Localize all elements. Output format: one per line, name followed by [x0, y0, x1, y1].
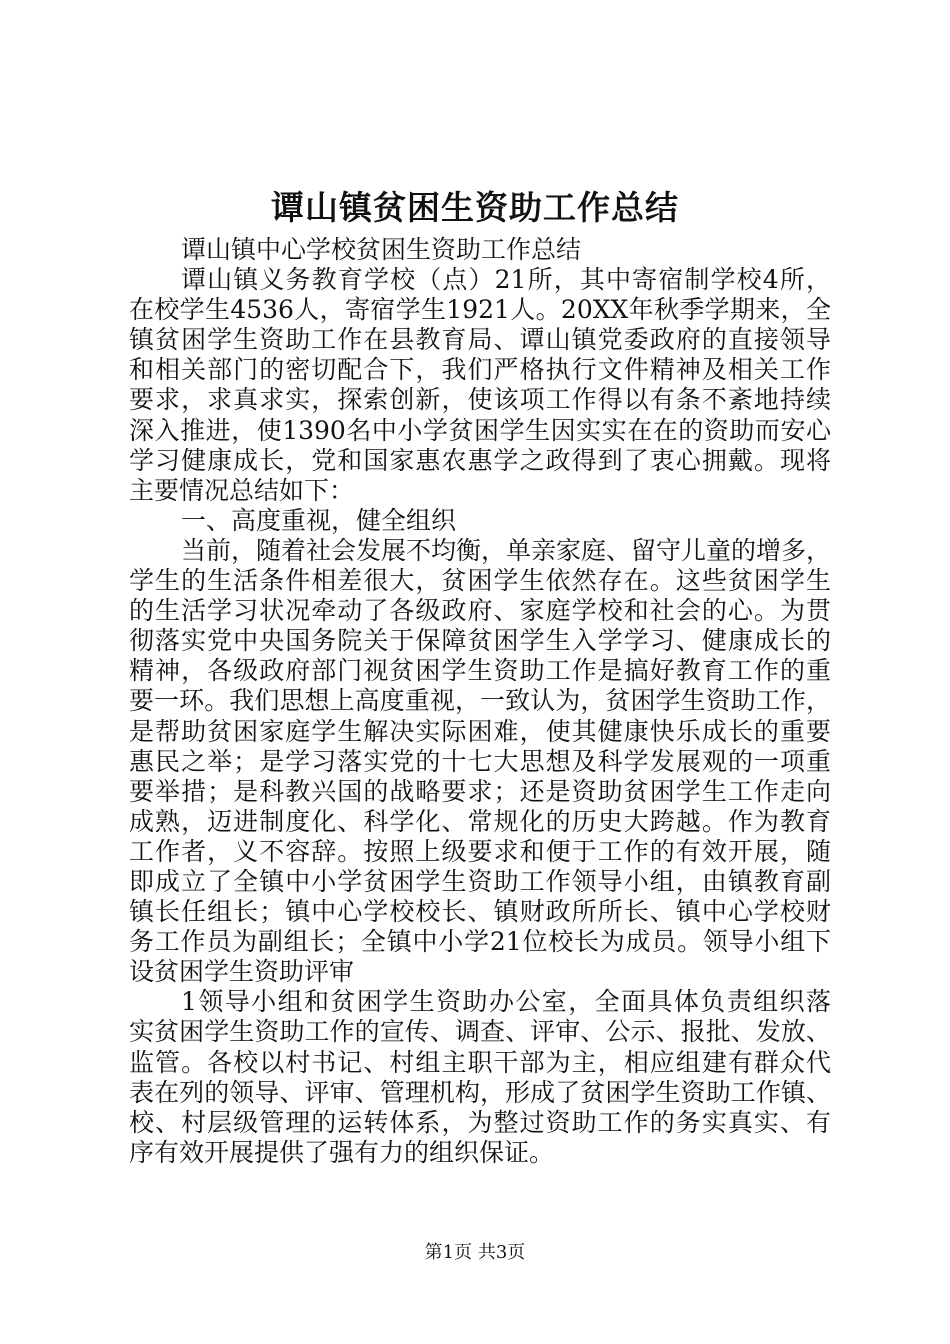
body-line: 工作者，义不容辞。按照上级要求和便于工作的有效开展，随 [129, 836, 831, 866]
body-line: 学生的生活条件相差很大，贫困学生依然存在。这些贫困学生 [129, 566, 831, 596]
body-line: 表在列的领导、评审、管理机构，形成了贫困学生资助工作镇、 [129, 1077, 831, 1107]
body-line: 主要情况总结如下： [129, 475, 355, 505]
body-line: 是帮助贫困家庭学生解决实际困难，使其健康快乐成长的重要 [129, 716, 831, 746]
body-line: 设贫困学生资助评审 [129, 957, 355, 987]
body-line: 序有效开展提供了强有力的组织保证。 [129, 1137, 555, 1167]
body-line: 和相关部门的密切配合下，我们严格执行文件精神及相关工作 [129, 355, 831, 385]
body-line: 即成立了全镇中小学贫困学生资助工作领导小组，由镇教育副 [129, 866, 831, 896]
body-line: 镇长任组长；镇中心学校校长、镇财政所所长、镇中心学校财 [129, 897, 831, 927]
body-line: 要一环。我们思想上高度重视，一致认为，贫困学生资助工作， [129, 686, 831, 716]
body-line: 谭山镇中心学校贫困生资助工作总结 [181, 235, 582, 264]
body-line: 要举措；是科教兴国的战略要求；还是资助贫困学生工作走向 [129, 776, 831, 806]
document-title: 谭山镇贫困生资助工作总结 [271, 188, 679, 227]
body-line: 的生活学习状况牵动了各级政府、家庭学校和社会的心。为贯 [129, 596, 831, 626]
body-line: 学习健康成长，党和国家惠农惠学之政得到了衷心拥戴。现将 [129, 445, 831, 475]
body-line: 彻落实党中央国务院关于保障贫困学生入学学习、健康成长的 [129, 626, 831, 656]
body-line: 成熟，迈进制度化、科学化、常规化的历史大跨越。作为教育 [129, 806, 831, 836]
body-line: 谭山镇义务教育学校（点）21所，其中寄宿制学校4所， [181, 265, 831, 295]
body-line: 务工作员为副组长；全镇中小学21位校长为成员。领导小组下 [129, 927, 831, 957]
body-line: 监管。各校以村书记、村组主职干部为主，相应组建有群众代 [129, 1047, 831, 1077]
body-line: 要求，求真求实，探索创新，使该项工作得以有条不紊地持续 [129, 385, 831, 415]
body-line: 镇贫困学生资助工作在县教育局、谭山镇党委政府的直接领导 [129, 325, 831, 355]
body-line: 惠民之举；是学习落实党的十七大思想及科学发展观的一项重 [129, 746, 831, 776]
body-line: 实贫困学生资助工作的宣传、调查、评审、公示、报批、发放、 [129, 1017, 831, 1047]
body-line: 当前，随着社会发展不均衡，单亲家庭、留守儿童的增多， [181, 535, 832, 565]
body-line: 深入推进，使1390名中小学贫困学生因实实在在的资助而安心 [129, 415, 831, 445]
body-line: 校、村层级管理的运转体系，为整过资助工作的务实真实、有 [129, 1107, 831, 1137]
section-heading: 一、高度重视，健全组织 [181, 505, 457, 535]
body-line: 精神，各级政府部门视贫困学生资助工作是搞好教育工作的重 [129, 656, 831, 686]
body-line: 1领导小组和贫困学生资助办公室，全面具体负责组织落 [181, 987, 831, 1017]
body-line: 在校学生4536人，寄宿学生1921人。20XX年秋季学期来，全 [129, 295, 831, 325]
page-footer: 第1页 共3页 [424, 1242, 526, 1263]
document-body [129, 235, 831, 1168]
